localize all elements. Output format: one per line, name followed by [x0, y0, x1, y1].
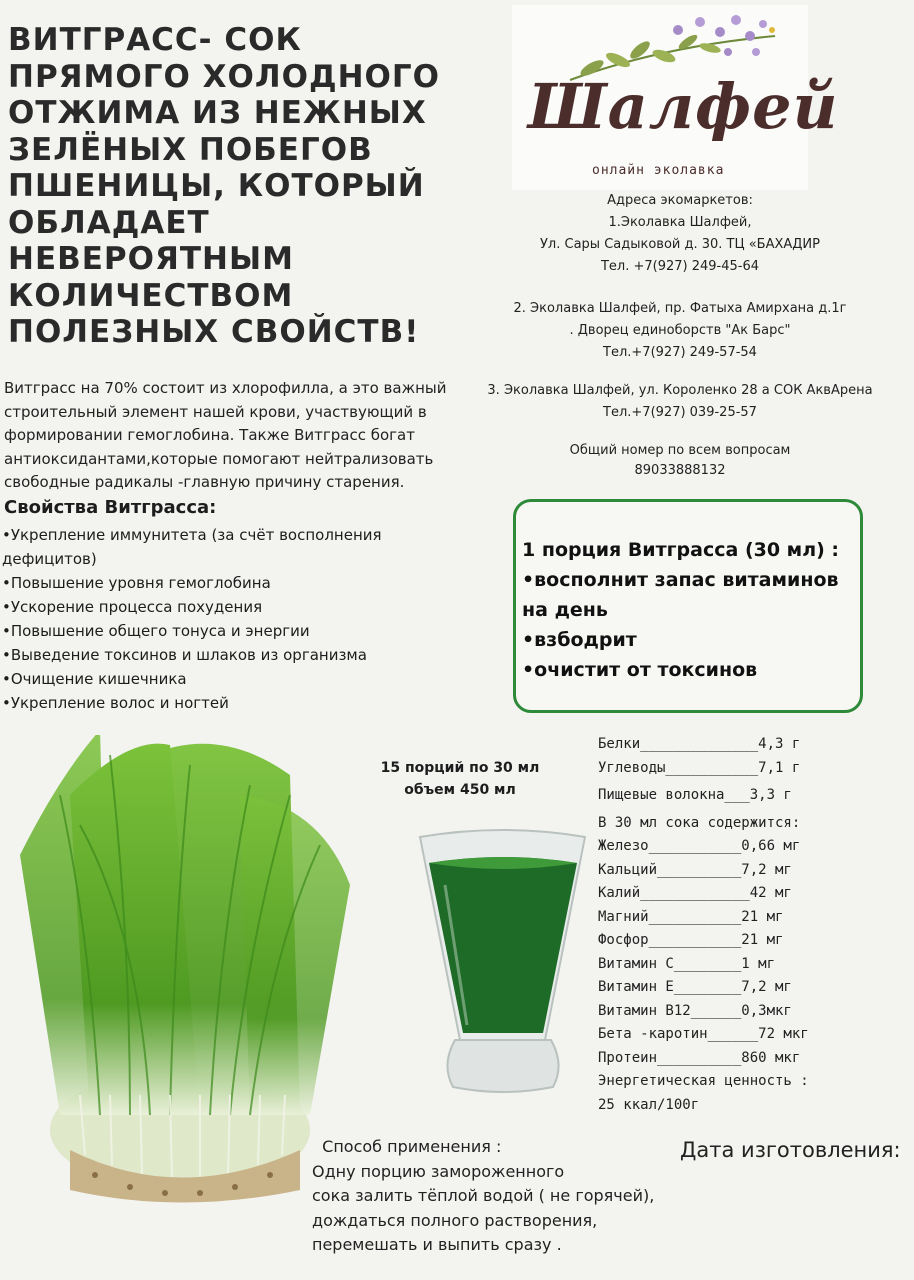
address-line: Тел.+7(927) 039-25-57	[603, 405, 757, 420]
servings-info	[360, 757, 560, 801]
nutrition-row: Белки______________4,3 г	[598, 736, 801, 752]
intro-line: антиоксидантами,которые помогают нейтрализовать	[4, 449, 434, 468]
headline-line: ЗЕЛЁНЫХ ПОБЕГОВ	[8, 131, 373, 168]
nutrition-row: Железо___________0,66 мг	[598, 838, 801, 854]
address-line: Общий номер по всем вопросам	[569, 443, 791, 458]
usage-line: перемешать и выпить сразу .	[312, 1235, 562, 1254]
address-line: Тел.+7(927) 249-57-54	[603, 345, 757, 360]
headline-line: ПРЯМОГО ХОЛОДНОГО	[8, 58, 441, 95]
nutrition-row: Витамин В12______0,3мкг	[598, 1002, 792, 1019]
addresses-block	[470, 190, 890, 480]
headline-line: ОТЖИМА ИЗ НЕЖНЫХ	[8, 95, 427, 131]
address-line: 1.Эколавка Шалфей,	[608, 215, 752, 230]
portion-line: •взбодрит	[522, 629, 637, 651]
nutrition-row: Кальций__________7,2 мг	[598, 861, 792, 878]
portion-line: на день	[522, 599, 608, 621]
list-item: •Повышение общего тонуса и энергии	[2, 622, 310, 640]
nutrition-row: Протеин__________860 мкг	[598, 1049, 801, 1066]
portion-line: 1 порция Витграсса (30 мл) :	[522, 539, 840, 561]
list-item: •Очищение кишечника	[2, 670, 187, 688]
portion-text	[522, 535, 862, 685]
nutrition-facts	[598, 733, 809, 1117]
usage-line: сока залить тёплой водой ( не горячей),	[312, 1186, 655, 1205]
nutrition-row: Энергетическая ценность :	[598, 1073, 809, 1089]
portion-line: •восполнит запас витаминов	[522, 569, 839, 591]
headline-line: ПОЛЕЗНЫХ СВОЙСТВ!	[8, 314, 420, 350]
list-item: •Повышение уровня гемоглобина	[2, 574, 271, 592]
headline-line: КОЛИЧЕСТВОМ	[8, 277, 294, 314]
intro-line: строительный элемент нашей крови, участвующий в	[4, 402, 427, 421]
list-item: •Укрепление иммунитета (за счёт восполнения	[2, 526, 382, 544]
servings-line: 15 порций по 30 мл	[380, 760, 540, 776]
nutrition-row: Витамин С________1 мг	[598, 955, 776, 972]
nutrition-row: В 30 мл сока содержится:	[598, 814, 801, 831]
address-line	[470, 424, 890, 440]
intro-line: Витграсс на 70% состоит из хлорофилла, а это важный	[4, 379, 447, 397]
address-line: 2. Эколавка Шалфей, пр. Фатыха Амирхана д.1г	[513, 301, 847, 316]
servings-line: объем 450 мл	[404, 782, 516, 798]
logo-subtitle: онлайн эколавка	[592, 163, 725, 178]
juice-glass-image	[415, 825, 590, 1097]
nutrition-row: Пищевые волокна___3,3 г	[598, 787, 792, 803]
address-line: Ул. Сары Садыковой д. 30. ТЦ «БАХАДИР	[540, 237, 820, 252]
nutrition-row: Витамин Е________7,2 мг	[598, 979, 792, 995]
usage-line: Одну порцию замороженного	[312, 1161, 565, 1181]
nutrition-row: Калий_____________42 мг	[598, 885, 792, 901]
usage-instructions	[312, 1135, 712, 1258]
nutrition-row: Магний___________21 мг	[598, 908, 784, 925]
wheatgrass-image	[0, 735, 360, 1210]
headline-line: ПШЕНИЦЫ, КОТОРЫЙ	[8, 168, 425, 204]
intro-line: формировании гемоглобина. Также Витграсс богат	[4, 426, 415, 444]
usage-line: дождаться полного растворения,	[312, 1210, 598, 1230]
headline	[8, 22, 478, 351]
usage-line: Способ применения :	[312, 1137, 502, 1156]
intro-paragraph	[4, 377, 474, 495]
list-item: •Ускорение процесса похудения	[2, 598, 263, 616]
portion-line: •очистит от токсинов	[522, 659, 758, 681]
address-line: Тел. +7(927) 249-45-64	[600, 259, 760, 274]
headline-line: ОБЛАДАЕТ	[8, 204, 210, 241]
address-line: Адреса экомаркетов:	[607, 193, 753, 208]
list-item: дефицитов)	[2, 550, 97, 568]
address-line: . Дворец единоборств "Ак Барс"	[569, 323, 791, 338]
nutrition-row: Бета -каротин______72 мкг	[598, 1026, 809, 1042]
nutrition-row: 25 ккал/100г	[598, 1096, 700, 1113]
properties-title: Свойства Витграсса:	[4, 497, 217, 518]
logo-name: Шалфей	[528, 70, 839, 143]
intro-line: свободные радикалы -главную причину старения.	[4, 473, 405, 491]
properties-list	[2, 523, 472, 715]
nutrition-row: Фосфор___________21 мг	[598, 932, 784, 948]
address-line: 3. Эколавка Шалфей, ул. Короленко 28 а СОК АквАрена	[487, 383, 873, 398]
list-item: •Укрепление волос и ногтей	[2, 694, 229, 712]
address-line	[470, 364, 890, 380]
headline-line: ВИТГРАСС- СОК	[8, 22, 302, 58]
headline-line: НЕВЕРОЯТНЫМ	[8, 241, 294, 277]
nutrition-row: Углеводы___________7,1 г	[598, 759, 801, 776]
phone-number: 89033888132	[634, 463, 726, 478]
address-line	[470, 278, 890, 298]
production-date-label: Дата изготовления:	[680, 1138, 901, 1162]
list-item: •Выведение токсинов и шлаков из организма	[2, 646, 367, 664]
